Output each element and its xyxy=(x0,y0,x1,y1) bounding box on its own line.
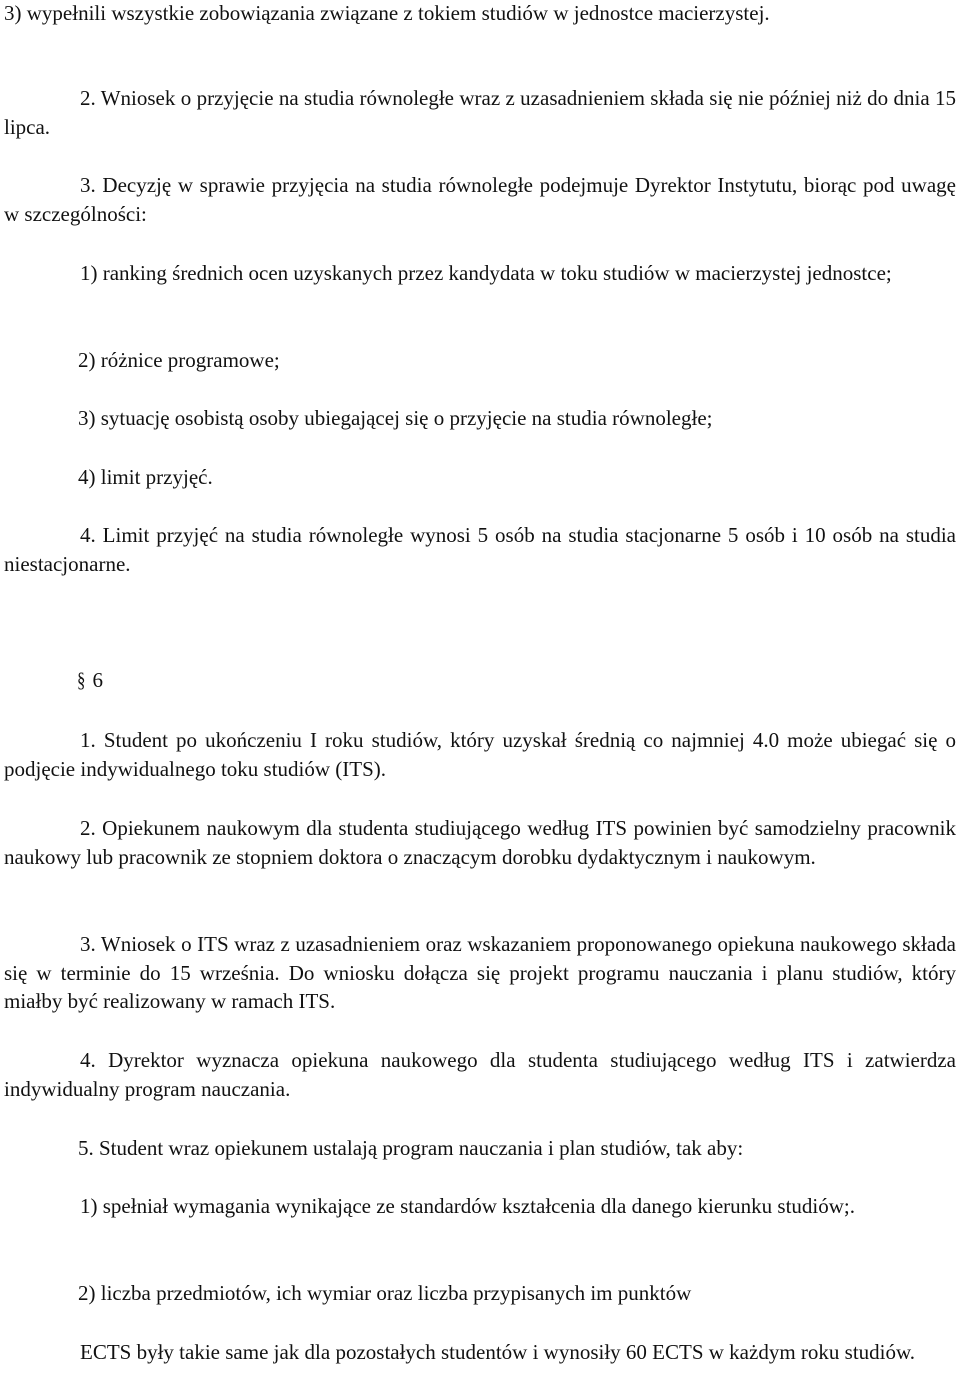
paragraph-11: 3. Wniosek o ITS wraz z uzasadnieniem oraz wskazaniem proponowanego opiekuna naukowego składa się w terminie do 15 września. Do wniosku dołącza się projekt programu nauczania i planu studiów, który miałby być realizowany w ramach ITS. xyxy=(4,932,956,1013)
section-heading xyxy=(76,666,103,695)
section-symbol: § xyxy=(77,668,86,692)
paragraph-12: 4. Dyrektor wyznacza opiekuna naukowego dla studenta studiującego według ITS i zatwierdza indywidualny program nauczania. xyxy=(4,1048,956,1101)
section-number: 6 xyxy=(92,668,103,692)
paragraph-16: ECTS były takie same jak dla pozostałych studentów i wynosiły 60 ECTS w każdym roku studiów. xyxy=(80,1340,916,1364)
paragraph-8: 4. Limit przyjęć na studia równoległe wynosi 5 osób na studia stacjonarne 5 osób i 10 osób na studia niestacjonarne. xyxy=(4,523,956,576)
paragraph-7: 4) limit przyjęć. xyxy=(78,465,213,489)
paragraph-3: 3. Decyzję w sprawie przyjęcia na studia równoległe podejmuje Dyrektor Instytutu, biorąc pod uwagę w szczególności: xyxy=(4,173,956,226)
paragraph-9: 1. Student po ukończeniu I roku studiów, który uzyskał średnią co najmniej 4.0 może ubiegać się o podjęcie indywidualnego toku studiów (ITS). xyxy=(4,728,956,781)
paragraph-5: 2) różnice programowe; xyxy=(78,348,280,372)
paragraph-2: 2. Wniosek o przyjęcie na studia równoległe wraz z uzasadnieniem składa się nie później niż do dnia 15 lipca. xyxy=(4,86,956,139)
paragraph-15: 2) liczba przedmiotów, ich wymiar oraz liczba przypisanych im punktów xyxy=(78,1281,692,1305)
paragraph-1: 3) wypełnili wszystkie zobowiązania związane z tokiem studiów w jednostce macierzystej. xyxy=(4,1,770,25)
paragraph-6: 3) sytuację osobistą osoby ubiegającej się o przyjęcie na studia równoległe; xyxy=(78,406,713,430)
paragraph-4: 1) ranking średnich ocen uzyskanych przez kandydata w toku studiów w macierzystej jednostce; xyxy=(80,261,892,285)
paragraph-10: 2. Opiekunem naukowym dla studenta studiującego według ITS powinien być samodzielny pracownik naukowy lub pracownik ze stopniem doktora o znaczącym dorobku dydaktycznym i naukowym. xyxy=(4,816,956,869)
paragraph-14: 1) spełniał wymagania wynikające ze standardów kształcenia dla danego kierunku studiów;. xyxy=(80,1194,855,1218)
paragraph-13: 5. Student wraz opiekunem ustalają program nauczania i plan studiów, tak aby: xyxy=(78,1136,744,1160)
